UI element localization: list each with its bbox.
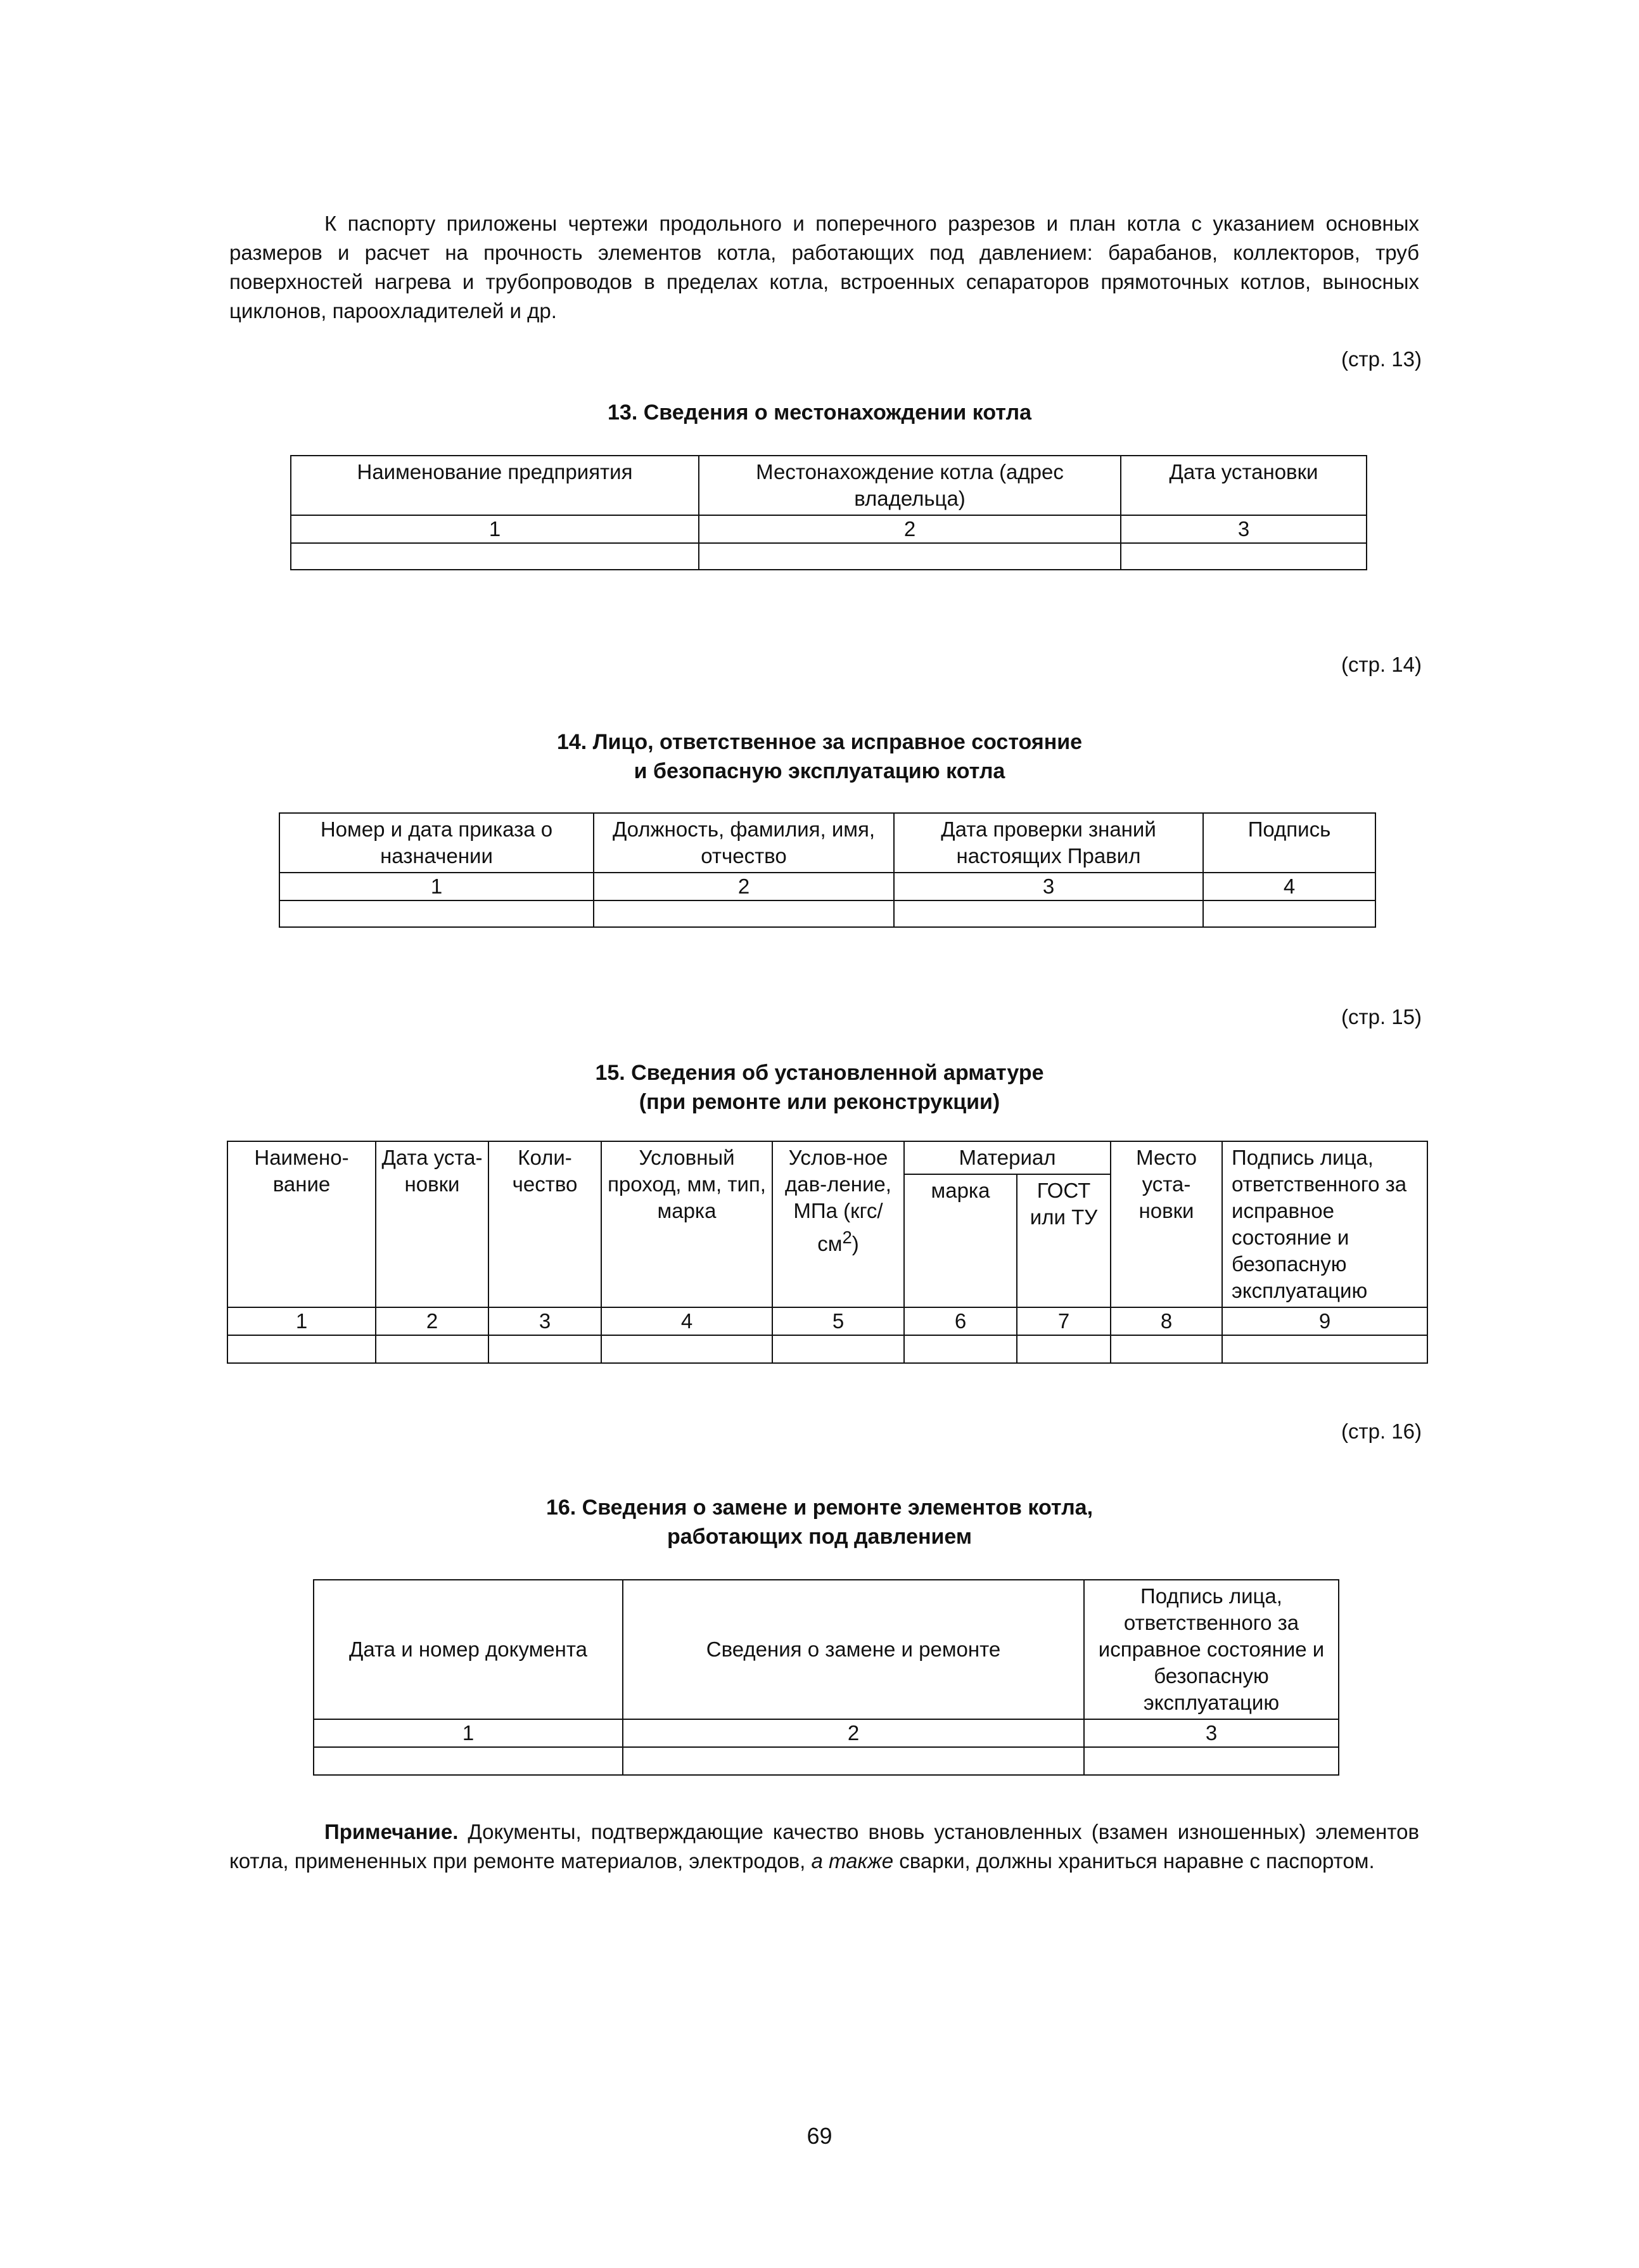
empty-cell (1222, 1335, 1427, 1363)
page-ref-16: (стр. 16) (1341, 1419, 1422, 1443)
empty-cell (772, 1335, 904, 1363)
empty-cell (601, 1335, 772, 1363)
note-text-b: а также (811, 1849, 894, 1873)
section-15-title-line-2: (при ремонте или реконструкции) (639, 1090, 1000, 1114)
note-label: Примечание. (324, 1820, 459, 1843)
column-number: 3 (1121, 515, 1367, 543)
table-14-number-row (279, 873, 1375, 900)
header-nominal-bore: Условный проход, мм, тип, марка (601, 1141, 772, 1307)
header-name: Наимено-вание (227, 1141, 376, 1307)
column-number: 3 (1084, 1719, 1339, 1747)
header-material: Материал (904, 1141, 1111, 1174)
header-cell: Дата и номер документа (314, 1580, 623, 1719)
column-number: 8 (1111, 1307, 1222, 1335)
empty-cell (894, 900, 1203, 927)
header-cell: Местонахождение котла (адрес владельца) (699, 456, 1121, 515)
empty-cell (1111, 1335, 1222, 1363)
column-number: 9 (1222, 1307, 1427, 1335)
section-14-title-line-2: и безопасную эксплуатацию котла (634, 759, 1005, 783)
header-cell: Подпись (1203, 813, 1375, 873)
empty-cell (1084, 1747, 1339, 1775)
page-number: 69 (807, 2123, 832, 2149)
section-14-title (0, 727, 1639, 786)
note-text-c: сварки, должны храниться наравне с паспортом. (893, 1849, 1375, 1873)
section-13-title-text: 13. Сведения о местонахождении котла (608, 400, 1031, 425)
section-16-title-line-1: 16. Сведения о замене и ремонте элементов котла, (545, 1496, 1094, 1520)
empty-cell (594, 900, 894, 927)
table-15-empty-row (227, 1335, 1427, 1363)
column-number: 2 (376, 1307, 488, 1335)
section-15-title-line-1: 15. Сведения об установленной арматуре (595, 1061, 1044, 1085)
column-number: 3 (894, 873, 1203, 900)
table-13-number-row (291, 515, 1367, 543)
empty-cell (1203, 900, 1375, 927)
note-text-a: Документы, подтверждающие качество вновь установленных (взамен изношенных) элементов котла, примененных при ремонте материалов, электродов, (229, 1820, 1419, 1873)
page-ref-15: (стр. 15) (1341, 1005, 1422, 1028)
header-install-place: Место уста-новки (1111, 1141, 1222, 1307)
header-cell: Дата проверки знаний настоящих Правил (894, 813, 1203, 873)
header-nominal-pressure-text: Услов-ное дав-ление, МПа (кгс/см (785, 1146, 891, 1255)
note-paragraph (229, 1817, 1419, 1876)
header-nominal-pressure (772, 1141, 904, 1307)
table-16 (313, 1579, 1339, 1776)
empty-cell (279, 900, 594, 927)
column-number: 2 (699, 515, 1121, 543)
header-cell: Наименование предприятия (291, 456, 699, 515)
empty-cell (699, 543, 1121, 570)
column-number: 7 (1017, 1307, 1111, 1335)
table-13-empty-row (291, 543, 1367, 570)
header-nominal-pressure-sup: 2 (842, 1227, 852, 1247)
header-install-date: Дата уста-новки (376, 1141, 488, 1307)
column-number: 1 (314, 1719, 623, 1747)
section-14-title-line-1: 14. Лицо, ответственное за исправное состояние (556, 730, 1083, 754)
empty-cell (291, 543, 699, 570)
empty-cell (1017, 1335, 1111, 1363)
header-cell: Должность, фамилия, имя, отчество (594, 813, 894, 873)
header-cell: Номер и дата приказа о назначении (279, 813, 594, 873)
page-ref-13: (стр. 13) (1341, 347, 1422, 371)
empty-cell (314, 1747, 623, 1775)
header-cell: Дата установки (1121, 456, 1367, 515)
header-material-gost: ГОСТ или ТУ (1017, 1174, 1111, 1307)
column-number: 3 (488, 1307, 601, 1335)
header-quantity: Коли-чество (488, 1141, 601, 1307)
table-13-header-row (291, 456, 1367, 515)
table-16-header-row (314, 1580, 1339, 1719)
empty-cell (227, 1335, 376, 1363)
column-number: 1 (227, 1307, 376, 1335)
table-15-number-row (227, 1307, 1427, 1335)
empty-cell (904, 1335, 1017, 1363)
section-15-title (0, 1058, 1639, 1117)
table-14-header-row (279, 813, 1375, 873)
empty-cell (488, 1335, 601, 1363)
table-14-empty-row (279, 900, 1375, 927)
page-ref-14: (стр. 14) (1341, 653, 1422, 676)
header-cell: Сведения о замене и ремонте (623, 1580, 1084, 1719)
section-16-title (0, 1493, 1639, 1551)
table-15-header-row-1 (227, 1141, 1427, 1174)
empty-cell (623, 1747, 1084, 1775)
column-number: 1 (291, 515, 699, 543)
table-16-number-row (314, 1719, 1339, 1747)
section-13-title (0, 398, 1639, 427)
header-material-mark: марка (904, 1174, 1017, 1307)
column-number: 4 (1203, 873, 1375, 900)
empty-cell (1121, 543, 1367, 570)
table-16-empty-row (314, 1747, 1339, 1775)
empty-cell (376, 1335, 488, 1363)
column-number: 2 (594, 873, 894, 900)
header-responsible-signature: Подпись лица, ответственного за исправное состояние и безопасную эксплуатацию (1222, 1141, 1427, 1307)
column-number: 2 (623, 1719, 1084, 1747)
table-13 (290, 455, 1367, 570)
header-nominal-pressure-tail: ) (851, 1232, 859, 1255)
column-number: 4 (601, 1307, 772, 1335)
column-number: 6 (904, 1307, 1017, 1335)
column-number: 1 (279, 873, 594, 900)
section-16-title-line-2: работающих под давлением (666, 1525, 973, 1549)
table-14 (279, 812, 1376, 928)
header-cell: Подпись лица, ответственного за исправное состояние и безопасную эксплуатацию (1084, 1580, 1339, 1719)
column-number: 5 (772, 1307, 904, 1335)
intro-paragraph: К паспорту приложены чертежи продольного и поперечного разрезов и план котла с указанием основных размеров и расчет на прочность элементов котла, работающих под давлением: барабанов, коллекторов, труб поверхностей нагрева и трубопроводов в пределах котла, встроенных сепараторов прямоточных котлов, выносных циклонов, пароохладителей и др. (229, 212, 1419, 323)
table-15 (227, 1141, 1428, 1364)
